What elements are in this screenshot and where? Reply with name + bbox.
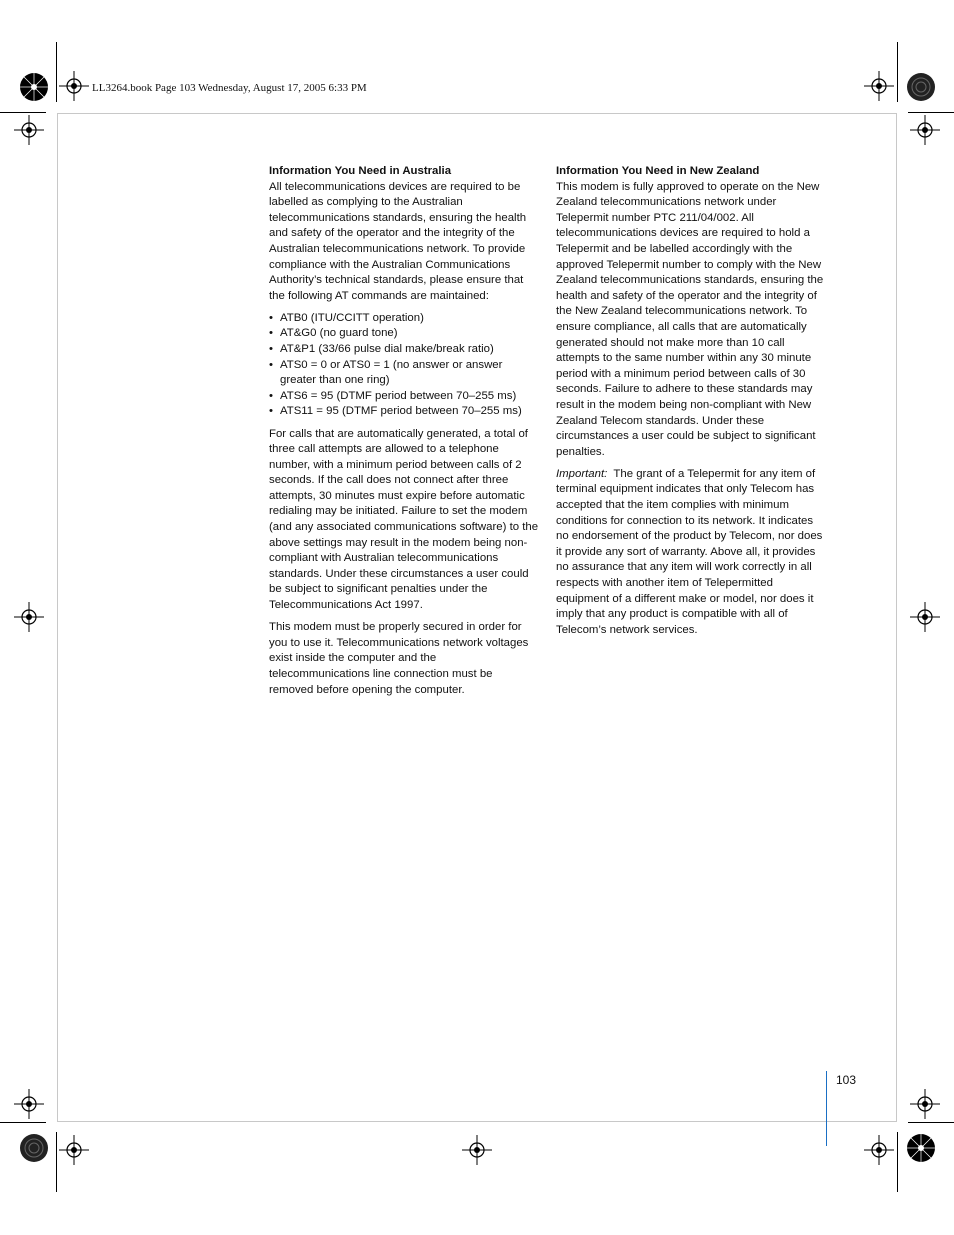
crop-mark-br-v: [897, 1132, 898, 1192]
new-zealand-telepermit-paragraph: This modem is fully approved to operate on the New Zealand telecommunications network under Telepermit number PTC 211/04/002. All telecommunications devices are required to hold a Telepermit and be labelled accordingly with the approved Telepermit number to comply with the New Zealand telecommunications standards, ensuring the health and safety of the operator and the integrity of the New Zealand telecommunications network. To ensure compliance, all calls that are automatically generated should not make more than 10 call attempts to the same number within any 30 minute period with a minimum period between calls of 30 seconds. Failure to adhere to these standards may result in the modem being non-compliant with New Zealand Telecom standards. Under these circumstances a user could be subject to significant penalties.: [556, 180, 824, 458]
crop-mark-tl-h: [0, 112, 46, 113]
crosshair-target-icon: [59, 71, 89, 101]
crosshair-target-icon: [462, 1135, 492, 1165]
starburst-icon: [906, 1133, 936, 1163]
at-command-item: • ATB0 (ITU/CCITT operation): [269, 311, 539, 327]
starburst-icon: [19, 72, 49, 102]
crosshair-target-icon: [59, 1135, 89, 1165]
crosshair-target-icon: [864, 71, 894, 101]
at-command-list: [269, 311, 539, 420]
trim-line-left: [57, 113, 58, 1121]
trim-line-right: [896, 113, 897, 1121]
australia-heading: Information You Need in Australia: [269, 165, 452, 177]
crop-mark-tl-v: [56, 42, 57, 102]
important-label: Important:: [556, 467, 608, 480]
folio-rule: [826, 1071, 827, 1146]
australia-intro: All telecommunications devices are required to be labelled as complying to the Australian telecommunications standards, ensuring the health and safety of the operator and the integrity of the Australian telecommunications network. To provide compliance with the Australian Communications Authority’s technical standards, please ensure that the following AT commands are maintained:: [269, 180, 527, 302]
new-zealand-section: [556, 164, 826, 645]
crop-mark-bl-h: [0, 1122, 46, 1123]
crosshair-target-icon: [910, 1089, 940, 1119]
at-command-item: • AT&P1 (33/66 pulse dial make/break ratio): [269, 342, 539, 358]
australia-call-attempts-paragraph: For calls that are automatically generated, a total of three call attempts are allowed to a telephone number, with a minimum period between calls of 2 seconds. If the call does not connect after three attempts, 30 minutes must expire before automatic redialing may be initiated. Failure to set the modem (and any associated communications software) to the above settings may result in the modem being non-compliant with Australian telecommunications standards. Under these circumstances a user could be subject to significant penalties under the Telecommunications Act 1997.: [269, 427, 539, 612]
important-text: The grant of a Telepermit for any item of terminal equipment indicates that only Telecom has accepted that the item complies with minimum conditions for connection to its network. It indicates no endorsement of the product by Telecom, nor does it provide any sort of warranty. Above all, it provides no assurance that any item will work correctly in all respects with another item of Telepermitted equipment of a different make or model, nor does it imply that any product is compatible with all of Telecom’s network services.: [556, 467, 823, 636]
trim-line-top: [57, 113, 897, 114]
slug-line: LL3264.book Page 103 Wednesday, August 17, 2005 6:33 PM: [92, 82, 367, 94]
crop-mark-bl-v: [56, 1132, 57, 1192]
at-command-item: • ATS0 = 0 or ATS0 = 1 (no answer or answer greater than one ring): [269, 358, 539, 389]
crosshair-target-icon: [864, 1135, 894, 1165]
crop-mark-br-h: [908, 1122, 954, 1123]
crosshair-target-icon: [14, 1089, 44, 1119]
new-zealand-heading: Information You Need in New Zealand: [556, 165, 760, 177]
crosshair-target-icon: [14, 115, 44, 145]
at-command-item: • ATS11 = 95 (DTMF period between 70–255 ms): [269, 404, 539, 420]
crosshair-target-icon: [14, 602, 44, 632]
trim-line-bottom: [57, 1121, 897, 1122]
starburst-icon: [906, 72, 936, 102]
australia-section: [269, 164, 539, 705]
starburst-icon: [19, 1133, 49, 1163]
new-zealand-important-paragraph: [556, 467, 826, 639]
crosshair-target-icon: [910, 115, 940, 145]
at-command-item: • ATS6 = 95 (DTMF period between 70–255 ms): [269, 389, 539, 405]
australia-modem-safety-paragraph: This modem must be properly secured in order for you to use it. Telecommunications network voltages exist inside the computer and the telecommunications line connection must be removed before opening the computer.: [269, 621, 529, 696]
page-number: 103: [836, 1073, 857, 1087]
crosshair-target-icon: [910, 602, 940, 632]
crop-mark-tr-h: [908, 112, 954, 113]
crop-mark-tr-v: [897, 42, 898, 102]
at-command-item: • AT&G0 (no guard tone): [269, 326, 539, 342]
